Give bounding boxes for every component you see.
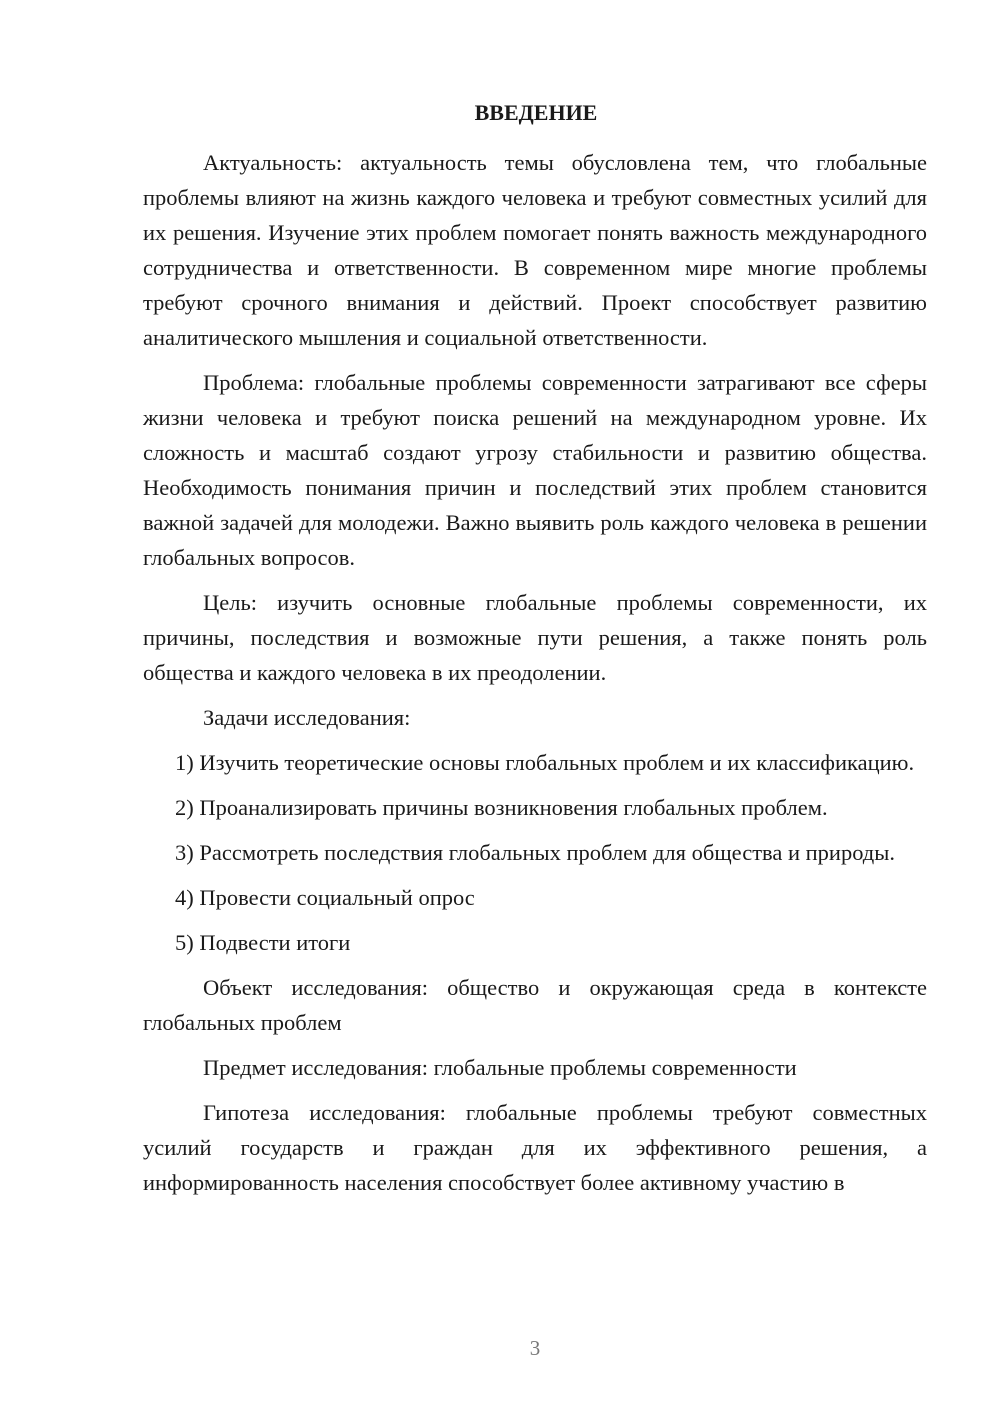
- page-title: ВВЕДЕНИЕ: [474, 100, 598, 125]
- paragraph-problem: Проблема: глобальные проблемы современности затрагивают все сферы жизни человека и требуют поиска решений на международном уровне. Их сложность и масштаб создают угрозу стабильности и развитию общества. Необходимость понимания причин и последствий этих проблем становится важной задачей для молодежи. Важно выявить роль каждого человека в решении глобальных вопросов.: [143, 370, 927, 570]
- list-item: 1) Изучить теоретические основы глобальных проблем и их классификацию.: [175, 750, 915, 775]
- paragraph-object: Объект исследования: общество и окружающая среда в контексте глобальных проблем: [143, 975, 927, 1035]
- paragraph-hypothesis: Гипотеза исследования: глобальные проблемы требуют совместных усилий государств и граждан для их эффективного решения, а информированность населения способствует более активному участию в: [143, 1100, 927, 1195]
- paragraph-subject: Предмет исследования: глобальные проблемы современности: [203, 1055, 797, 1080]
- tasks-heading: Задачи исследования:: [203, 705, 411, 730]
- page-number: 3: [529, 1336, 541, 1360]
- page-content: [143, 95, 927, 1200]
- list-item: 2) Проанализировать причины возникновения глобальных проблем.: [175, 795, 828, 820]
- paragraph-relevance: Актуальность: актуальность темы обусловлена тем, что глобальные проблемы влияют на жизнь каждого человека и требуют совместных усилий для их решения. Изучение этих проблем помогает понять важность международного сотрудничества и ответственности. В современном мире многие проблемы требуют срочного внимания и действий. Проект способствует развитию аналитического мышления и социальной ответственности.: [143, 150, 927, 350]
- paragraph-goal: Цель: изучить основные глобальные проблемы современности, их причины, последствия и возможные пути решения, а также понять роль общества и каждого человека в их преодолении.: [143, 590, 927, 685]
- list-item: 4) Провести социальный опрос: [175, 885, 475, 910]
- list-item: 5) Подвести итоги: [175, 930, 351, 955]
- list-item: 3) Рассмотреть последствия глобальных проблем для общества и природы.: [175, 840, 895, 865]
